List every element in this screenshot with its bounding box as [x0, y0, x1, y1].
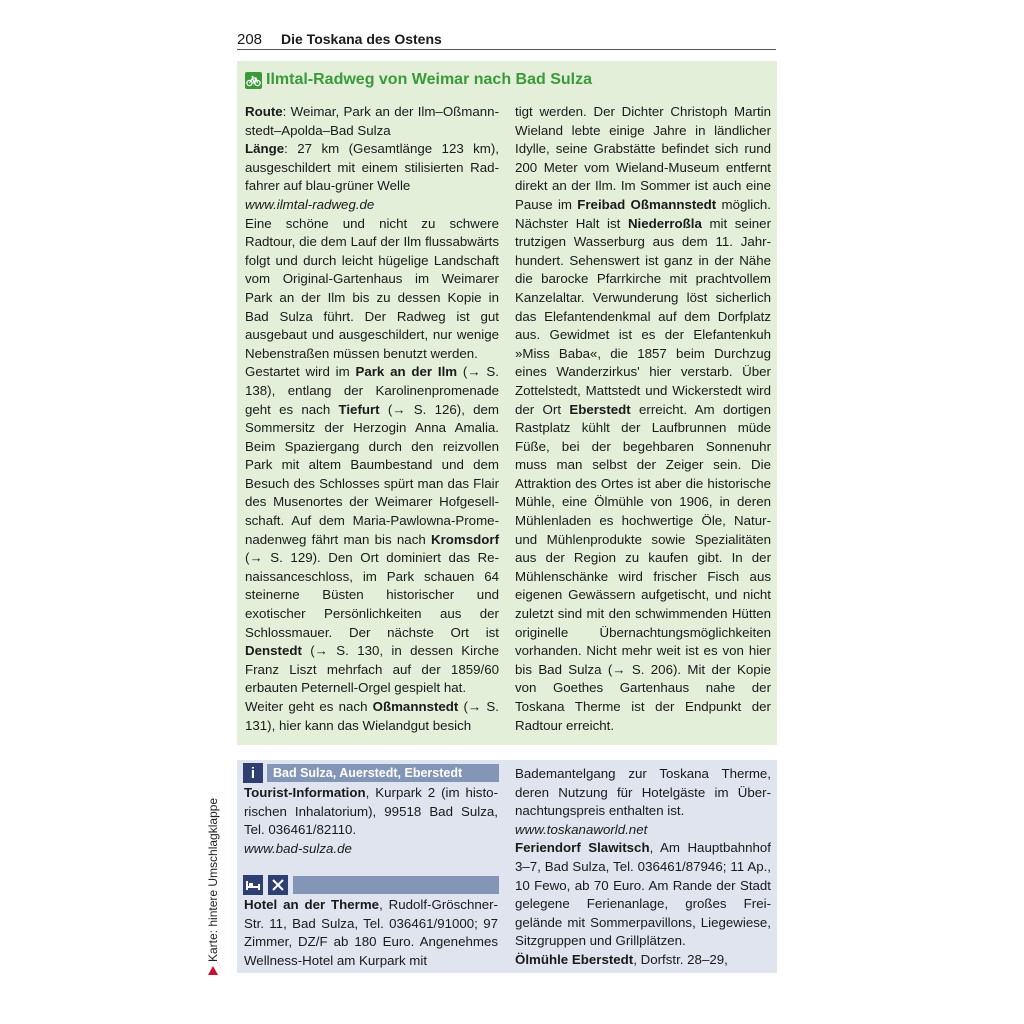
map-reference-text: Karte: hintere Umschlagklappe	[206, 797, 220, 962]
info-icon: i	[243, 763, 263, 783]
radweg-column-left: Route: Weimar, Park an der Ilm–Oßmannstedt–Apolda–Bad Sulza Länge: 27 km (Gesamtlänge 123 km), ausgeschildert mit einem stilisierten Radfahrer auf blau-grüner Welle www.ilmtal-radweg.de Eine schöne und nicht zu schwere Radtour, die dem Lauf der Ilm flussabwärts folgt und durch leicht hügelige Landschaft vom Original-Gartenhaus im Weimarer Park an der Ilm bis zu dessen Kopie in Bad Sulza führt. Der Radweg ist gut ausgebaut und ausgeschildert, nur wenige Nebenstraßen müssen benutzt werden. Gestartet wird im Park an der Ilm (→ S. 138), entlang der Karolinenpromenade geht es nach Tiefurt (→ S. 126), dem Sommersitz der Herzogin Anna Amalia. Beim Spaziergang durch den reizvollen Park mit altem Baumbestand und dem Besuch des Schlosses spürt man das Flair des Musenortes der Weimarer Hofgesellschaft. Auf dem Maria-Pawlowna-Promenadenweg fährt man bis nach Kromsdorf (→ S. 129). Den Ort dominiert das Renaissanceschloss, im Park schauen 64 steinerne Büsten historischer und exotischer Persönlichkeiten aus der Schlossmauer. Der nächste Ort ist Denstedt (→ S. 130, in dessen Kirche Franz Liszt mehrfach auf der 1859/60 erbauten Peternell-Orgel gespielt hat. Weiter geht es nach Oßmannstedt (→ S. 131), hier kann das Wielandgut besich	[245, 104, 499, 733]
lodging-bar	[293, 876, 499, 894]
radweg-title	[245, 71, 592, 89]
page-number: 208	[237, 31, 263, 48]
radweg-title-text: Ilmtal-Radweg von Weimar nach Bad Sulza	[266, 71, 592, 88]
bed-icon	[243, 875, 263, 895]
info-bar-label: Bad Sulza, Auerstedt, Eberstedt	[273, 766, 463, 780]
hotel-text: Hotel an der Therme, Rudolf-Gröschner-Str. 11, Bad Sulza, Tel. 036461/91000; 97 Zimmer, DZ/F ab 180 Euro. Angenehmes Wellness-Hotel am Kurpark mit	[244, 897, 498, 968]
fork-knife-icon	[268, 875, 288, 895]
info-box	[237, 760, 777, 973]
info-column-right: Bademantelgang zur Toskana Therme, deren Nutzung für Hotelgäste im Übernachtungspreis enthalten ist. www.toskanaworld.net Feriendorf Slawitsch, Am Hauptbahnhof 3–7, Bad Sulza, Tel. 036461/87946; 11 Ap., 10 Fewo, ab 70 Euro. Am Rande der Stadt gelegene Ferienanlage, großes Freigelände mit Sommerpavillons, Liegewiese, Sitzgruppen und Grillplätzen. Ölmühle Eberstedt, Dorfstr. 28–29,	[515, 766, 772, 967]
tourist-info-text: Tourist-Information, Kurpark 2 (im historischen Inhalatorium), 99518 Bad Sulza, Tel. 036461/82110. www.bad-sulza.de	[244, 785, 498, 856]
bicycle-icon	[245, 72, 262, 89]
info-bar	[267, 764, 499, 782]
page-header	[237, 30, 776, 50]
running-title: Die Toskana des Ostens	[281, 31, 442, 47]
map-reference	[206, 765, 220, 975]
marker-triangle-icon	[208, 966, 218, 975]
radweg-box	[237, 61, 777, 745]
radweg-column-right: tigt werden. Der Dichter Christoph Martin Wieland lebte einige Jahre in ländlicher Idylle, seine Grabstätte befindet sich rund 200 Meter vom Wieland-Museum entfernt direkt an der Ilm. Im Sommer ist auch eine Pause im Freibad Oßmannstedt möglich. Nächster Halt ist Niederroßla mit seiner trutzigen Wasserburg aus dem 11. Jahrhundert. Sehenswert ist ganz in der Nähe die barocke Pfarrkirche mit prachtvollem Kanzelaltar. Verwunderung löst sicherlich das Elefantendenkmal auf dem Dorfplatz aus. Gewidmet ist es der Elefantenkuh »Miss Baba«, die 1857 beim Durchzug eines Wanderzirkus' hier verstarb. Über Zottelstedt, Mattstedt und Wickerstedt wird der Ort Eberstedt erreicht. Am dortigen Rastplatz kühlt der Laufbrunnen müde Füße, bei der begehbaren Sonnenuhr muss man selbst der Zeiger sein. Die Attraktion des Ortes ist aber die historische Mühle, eine Ölmühle von 1906, in deren Mühlenladen es hochwertige Öle, Natur- und Mühlenprodukte sowie Spezialitäten aus der Region zu kaufen gibt. In der Mühlenschänke wird frischer Fisch aus eigenen Gewässern aufgetischt, und nicht zuletzt sind mit den schwimmenden Hütten originelle Übernachtungsmöglichkeiten vorhanden. Nicht mehr weit ist es von hier bis Bad Sulza (→ S. 206). Mit der Kopie von Goethes Gartenhaus nahe der Toskana Therme ist der Endpunkt der Radtour erreicht.	[515, 104, 771, 733]
